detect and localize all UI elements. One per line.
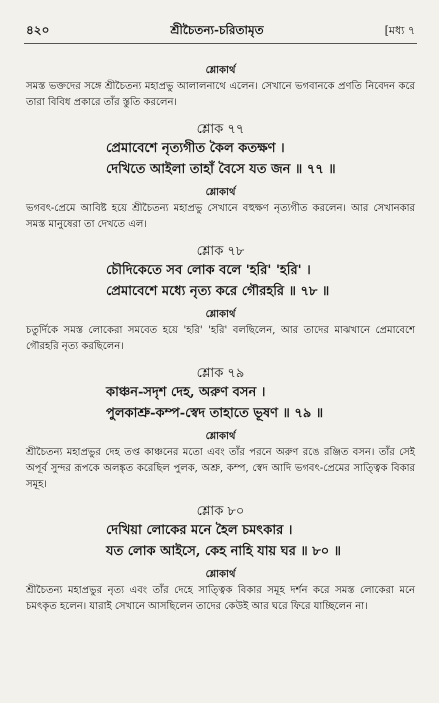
- verse-heading: শ্লোক ৮০: [196, 504, 245, 519]
- verse-block-79: [24, 365, 417, 493]
- translation-label: শ্লোকার্থ: [205, 431, 236, 442]
- verse-line-1: প্রেমাবেশে নৃত্যগীত কৈল কতক্ষণ ।: [106, 141, 285, 156]
- translation-label: শ্লোকার্থ: [205, 187, 236, 198]
- translation-text: ভগবৎ-প্রেমে আবিষ্ট হয়ে শ্রীচৈতন্য মহাপ্রভু সেখানে বহুক্ষণ নৃত্যগীত করলেন। আর সেখানকার সমস্ত মানুষেরা তা দেখতে এল।: [26, 203, 415, 230]
- verse-line-2: পুলকাশ্রু-কম্প-স্বেদ তাহাতে ভূষণ ॥ ৭৯ ॥: [106, 406, 324, 421]
- translation-label: শ্লোকার্থ: [205, 65, 236, 76]
- verse-line-1: দেখিয়া লোকের মনে হৈল চমৎকার ।: [106, 523, 293, 538]
- verse-heading: শ্লোক ৭৮: [196, 244, 245, 259]
- translation-text: চতুর্দিকে সমস্ত লোকেরা সমবেত হয়ে 'হরি' 'হরি' বলছিলেন, আর তাদের মাঝখানে প্রেমাবেশে গৌরহরি নৃত্য করছিলেন।: [26, 325, 415, 352]
- running-title: শ্রীচৈতন্য-চরিতামৃত: [170, 23, 264, 37]
- verse-line-2: যত লোক আইসে, কেহ নাহি যায় ঘর ॥ ৮০ ॥: [106, 544, 342, 559]
- translation-text: সমস্ত ভক্তদের সঙ্গে শ্রীচৈতন্য মহাপ্রভু আলালনাথে এলেন। সেখানে ভগবানকে প্রণতি নিবেদন করে তারা বিবিধ প্রকারে তাঁর স্তুতি করলেন।: [26, 81, 415, 108]
- verse-heading: শ্লোক ৭৯: [196, 366, 245, 381]
- page-number: ৪২০: [26, 23, 50, 37]
- chapter-marker: [মধ্য ৭: [384, 24, 415, 37]
- verse-block-77: [24, 121, 417, 233]
- verse-line-2: দেখিতে আইলা তাহাঁ বৈসে যত জন ॥ ৭৭ ॥: [106, 162, 336, 177]
- verse-line-1: কাঞ্চন-সদৃশ দেহ, অরুণ বসন ।: [106, 385, 266, 400]
- verse-line-1: চৌদিকেতে সব লোক বলে 'হরি' 'হরি' ।: [106, 263, 311, 278]
- translation-text: শ্রীচৈতন্য মহাপ্রভুর নৃত্য এবং তাঁর দেহে সাত্ত্বিক বিকার সমূহ দর্শন করে সমস্ত লোকেরা মনে চমৎকৃত হলেন। যারাই সেখানে আসছিলেন তাদের কেউই আর ঘরে ফিরে যাচ্ছিলেন না।: [26, 585, 415, 612]
- translation-block-0: [24, 64, 417, 111]
- translation-text: শ্রীচৈতন্য মহাপ্রভুর দেহ তপ্ত কাঞ্চনের মতো এবং তাঁর পরনে অরুণ রঙে রঞ্জিত বসন। তাঁর সেই অপূর্ব সুন্দর রূপকে অলঙ্কৃত করেছিল পুলক, অশ্রু, কম্প, স্বেদ আদি ভগবৎ-প্রেমের সাত্ত্বিক বিকার সমূহ।: [26, 447, 415, 490]
- page-header: [24, 22, 417, 44]
- verse-heading: শ্লোক ৭৭: [196, 122, 245, 137]
- verse-line-2: প্রেমাবেশে মধ্যে নৃত্য করে গৌরহরি ॥ ৭৮ ॥: [106, 284, 330, 299]
- verse-block-78: [24, 243, 417, 355]
- translation-label: শ্লোকার্থ: [205, 309, 236, 320]
- verse-block-80: [24, 503, 417, 615]
- translation-label: শ্লোকার্থ: [205, 569, 236, 580]
